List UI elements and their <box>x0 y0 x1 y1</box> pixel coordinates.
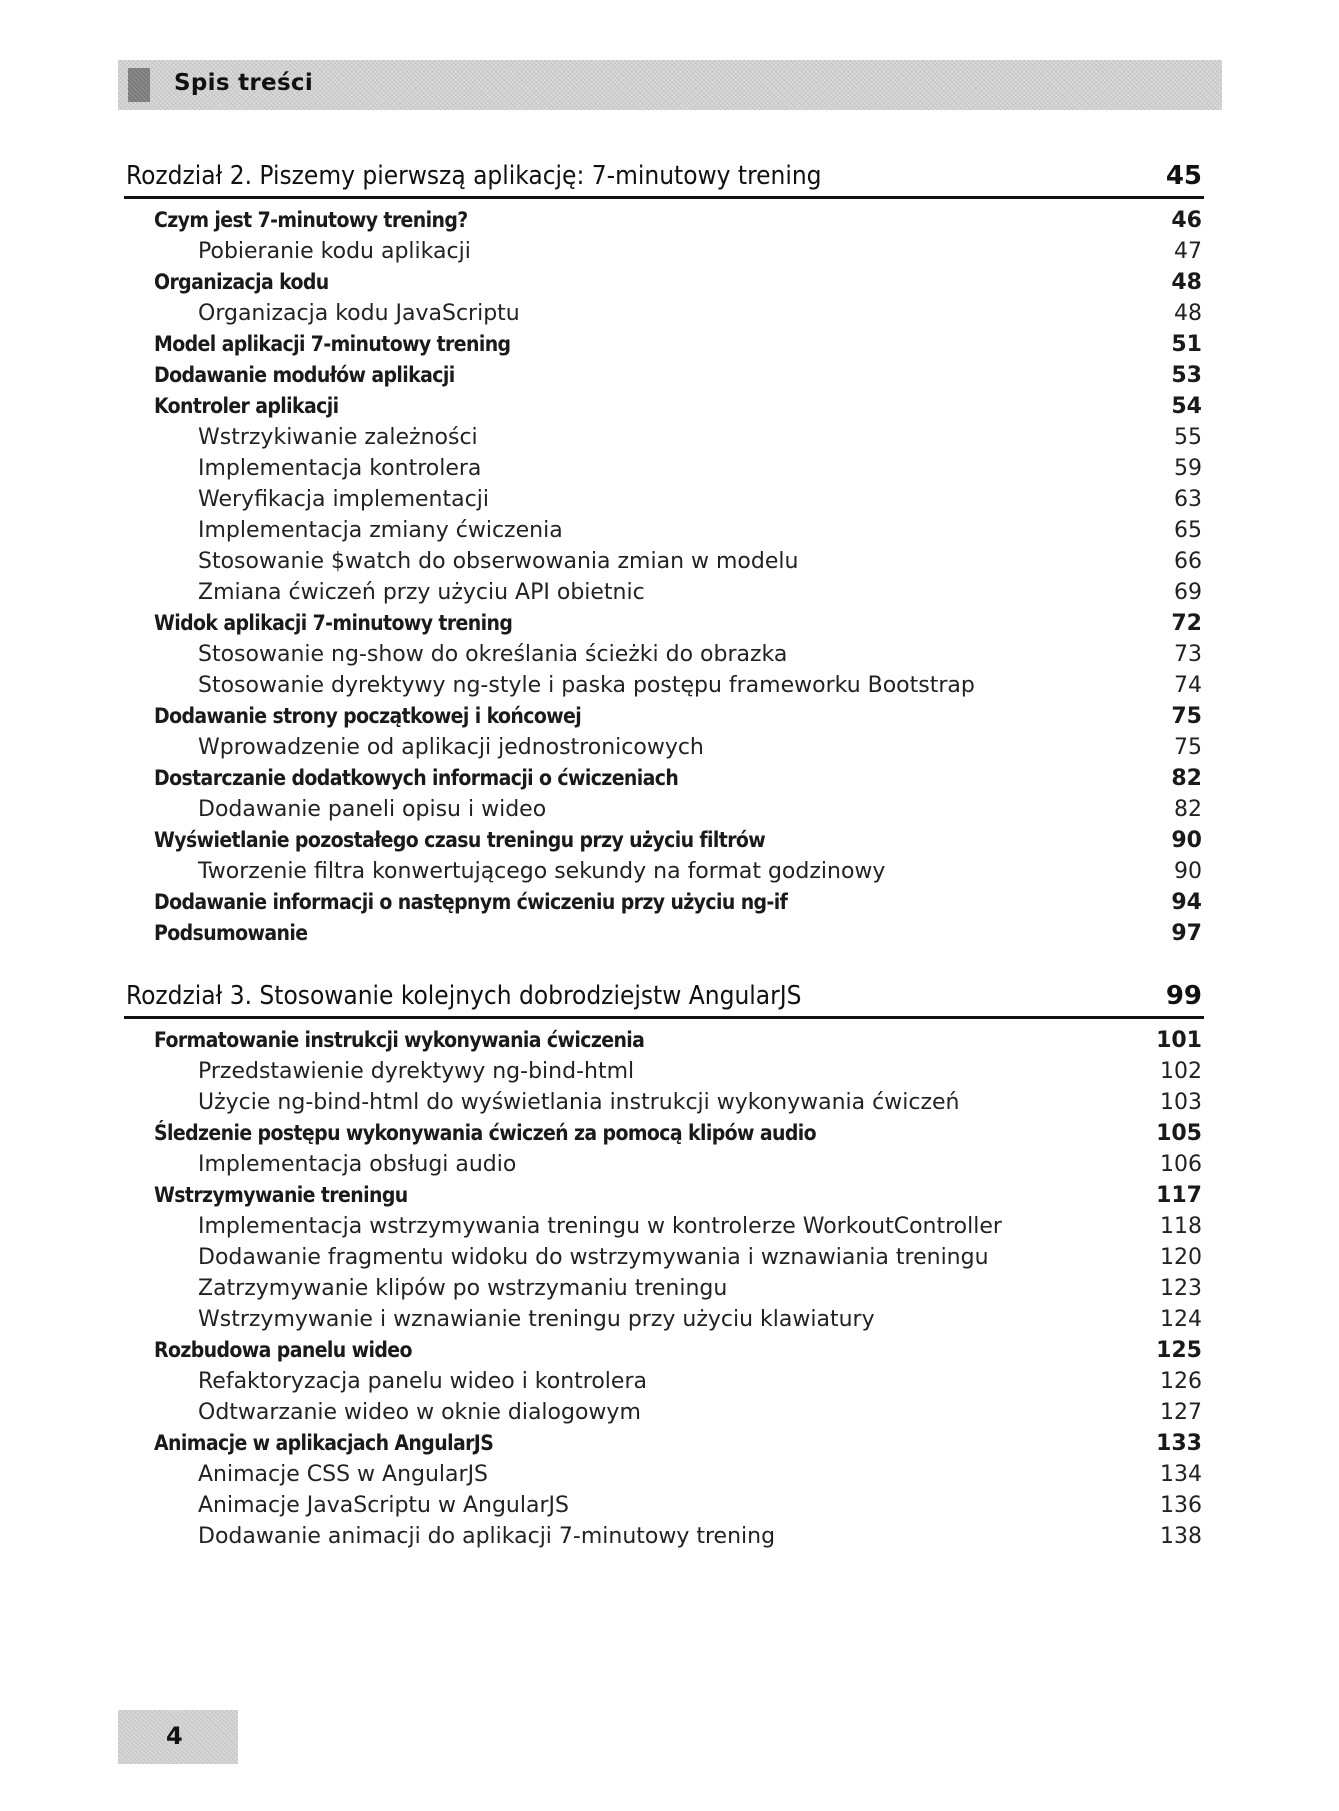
entry-title: Dodawanie animacji do aplikacji 7-minutowy trening <box>198 1524 776 1549</box>
entry-title: Organizacja kodu <box>154 270 329 294</box>
toc-subsection-entry <box>124 1056 1204 1087</box>
entry-page-number: 65 <box>1174 518 1202 543</box>
chapter-heading <box>124 972 1204 1019</box>
entry-page-number: 118 <box>1160 1214 1202 1239</box>
entry-title: Użycie ng-bind-html do wyświetlania instrukcji wykonywania ćwiczeń <box>198 1090 960 1115</box>
entry-title: Czym jest 7-minutowy trening? <box>154 208 468 232</box>
toc-section-entry <box>124 360 1204 391</box>
entry-page-number: 117 <box>1156 1183 1202 1208</box>
entry-title: Stosowanie $watch do obserwowania zmian w modelu <box>198 549 799 574</box>
entry-page-number: 66 <box>1174 549 1202 574</box>
header-marker <box>128 68 150 102</box>
entry-page-number: 73 <box>1174 642 1202 667</box>
toc-subsection-entry <box>124 484 1204 515</box>
entry-page-number: 75 <box>1171 704 1202 729</box>
entry-title: Rozbudowa panelu wideo <box>154 1338 412 1362</box>
entry-page-number: 82 <box>1174 797 1202 822</box>
toc-section-entry <box>124 1025 1204 1056</box>
entry-title: Widok aplikacji 7-minutowy trening <box>154 611 513 635</box>
entry-page-number: 54 <box>1171 394 1202 419</box>
chapter-page-number: 45 <box>1165 161 1202 191</box>
entry-title: Wstrzymywanie i wznawianie treningu przy użyciu klawiatury <box>198 1307 875 1332</box>
toc-section-entry <box>124 918 1204 949</box>
entry-title: Wyświetlanie pozostałego czasu treningu przy użyciu filtrów <box>154 828 766 852</box>
entry-title: Implementacja wstrzymywania treningu w kontrolerze WorkoutController <box>198 1214 1002 1239</box>
chapter-page-number: 99 <box>1165 981 1202 1011</box>
entry-page-number: 105 <box>1156 1121 1202 1146</box>
entry-title: Implementacja zmiany ćwiczenia <box>198 518 563 543</box>
toc-section-entry <box>124 608 1204 639</box>
entry-page-number: 127 <box>1160 1400 1202 1425</box>
entry-title: Animacje w aplikacjach AngularJS <box>154 1431 494 1455</box>
entry-title: Dodawanie informacji o następnym ćwiczeniu przy użyciu ng-if <box>154 890 788 914</box>
toc-section-entry <box>124 887 1204 918</box>
entry-page-number: 55 <box>1174 425 1202 450</box>
entry-page-number: 48 <box>1174 301 1202 326</box>
entry-page-number: 134 <box>1160 1462 1202 1487</box>
entry-title: Dodawanie modułów aplikacji <box>154 363 455 387</box>
toc-subsection-entry <box>124 515 1204 546</box>
entry-title: Zatrzymywanie klipów po wstrzymaniu treningu <box>198 1276 728 1301</box>
entry-title: Weryfikacja implementacji <box>198 487 489 512</box>
chapter-2-section <box>124 152 1204 949</box>
entry-title: Model aplikacji 7-minutowy trening <box>154 332 511 356</box>
chapter-3-section <box>124 972 1204 1552</box>
entry-title: Organizacja kodu JavaScriptu <box>198 301 520 326</box>
entry-page-number: 90 <box>1174 859 1202 884</box>
toc-section-entry <box>124 763 1204 794</box>
page-number: 4 <box>166 1722 183 1750</box>
toc-subsection-entry <box>124 546 1204 577</box>
chapter-title: Rozdział 3. Stosowanie kolejnych dobrodziejstw AngularJS <box>126 981 802 1011</box>
entry-page-number: 63 <box>1174 487 1202 512</box>
toc-subsection-entry <box>124 1397 1204 1428</box>
toc-section-entry <box>124 1118 1204 1149</box>
entry-title: Wstrzymywanie treningu <box>154 1183 408 1207</box>
entry-title: Zmiana ćwiczeń przy użyciu API obietnic <box>198 580 645 605</box>
entry-title: Pobieranie kodu aplikacji <box>198 239 471 264</box>
toc-subsection-entry <box>124 639 1204 670</box>
toc-subsection-entry <box>124 1521 1204 1552</box>
entry-page-number: 51 <box>1171 332 1202 357</box>
entry-title: Dodawanie fragmentu widoku do wstrzymywania i wznawiania treningu <box>198 1245 989 1270</box>
toc-subsection-entry <box>124 794 1204 825</box>
toc-section-entry <box>124 329 1204 360</box>
entry-page-number: 82 <box>1171 766 1202 791</box>
entry-page-number: 124 <box>1160 1307 1202 1332</box>
entry-title: Wprowadzenie od aplikacji jednostronicowych <box>198 735 704 760</box>
entry-title: Stosowanie ng-show do określania ścieżki do obrazka <box>198 642 788 667</box>
toc-subsection-entry <box>124 1304 1204 1335</box>
toc-section-entry <box>124 391 1204 422</box>
toc-subsection-entry <box>124 856 1204 887</box>
entry-title: Dodawanie strony początkowej i końcowej <box>154 704 582 728</box>
toc-subsection-entry <box>124 1211 1204 1242</box>
chapter-title: Rozdział 2. Piszemy pierwszą aplikację: 7-minutowy trening <box>126 161 822 191</box>
entry-title: Animacje CSS w AngularJS <box>198 1462 489 1487</box>
toc-subsection-entry <box>124 577 1204 608</box>
entry-page-number: 94 <box>1171 890 1202 915</box>
entry-title: Odtwarzanie wideo w oknie dialogowym <box>198 1400 641 1425</box>
toc-subsection-entry <box>124 1273 1204 1304</box>
toc-subsection-entry <box>124 670 1204 701</box>
header-title: Spis treści <box>174 70 314 96</box>
entry-title: Tworzenie filtra konwertującego sekundy na format godzinowy <box>198 859 886 884</box>
entry-page-number: 72 <box>1171 611 1202 636</box>
toc-subsection-entry <box>124 1366 1204 1397</box>
toc-subsection-entry <box>124 1490 1204 1521</box>
toc-subsection-entry <box>124 236 1204 267</box>
entry-title: Kontroler aplikacji <box>154 394 339 418</box>
entry-title: Implementacja kontrolera <box>198 456 482 481</box>
toc-subsection-entry <box>124 453 1204 484</box>
toc-section-entry <box>124 701 1204 732</box>
entry-page-number: 90 <box>1171 828 1202 853</box>
entry-title: Refaktoryzacja panelu wideo i kontrolera <box>198 1369 647 1394</box>
chapter-heading <box>124 152 1204 199</box>
entry-title: Formatowanie instrukcji wykonywania ćwiczenia <box>154 1028 645 1052</box>
entry-page-number: 46 <box>1171 208 1202 233</box>
entry-title: Dostarczanie dodatkowych informacji o ćwiczeniach <box>154 766 679 790</box>
toc-section-entry <box>124 205 1204 236</box>
entry-title: Śledzenie postępu wykonywania ćwiczeń za pomocą klipów audio <box>154 1121 817 1145</box>
entry-page-number: 138 <box>1160 1524 1202 1549</box>
entry-page-number: 69 <box>1174 580 1202 605</box>
toc-section-entry <box>124 825 1204 856</box>
entry-page-number: 123 <box>1160 1276 1202 1301</box>
entry-title: Podsumowanie <box>154 921 308 945</box>
toc-section-entry <box>124 1335 1204 1366</box>
toc-subsection-entry <box>124 1459 1204 1490</box>
entry-title: Animacje JavaScriptu w AngularJS <box>198 1493 569 1518</box>
toc-section-entry <box>124 267 1204 298</box>
entry-page-number: 136 <box>1160 1493 1202 1518</box>
entry-page-number: 101 <box>1156 1028 1202 1053</box>
toc-subsection-entry <box>124 1087 1204 1118</box>
toc-entries <box>124 205 1204 949</box>
running-header <box>118 60 1222 110</box>
entry-title: Przedstawienie dyrektywy ng-bind-html <box>198 1059 635 1084</box>
entry-page-number: 125 <box>1156 1338 1202 1363</box>
entry-page-number: 133 <box>1156 1431 1202 1456</box>
toc-subsection-entry <box>124 298 1204 329</box>
entry-title: Dodawanie paneli opisu i wideo <box>198 797 547 822</box>
entry-title: Implementacja obsługi audio <box>198 1152 517 1177</box>
toc-section-entry <box>124 1180 1204 1211</box>
entry-page-number: 48 <box>1171 270 1202 295</box>
entry-page-number: 59 <box>1174 456 1202 481</box>
page-number-tab <box>118 1710 238 1764</box>
toc-subsection-entry <box>124 1149 1204 1180</box>
entry-page-number: 74 <box>1174 673 1202 698</box>
toc-subsection-entry <box>124 1242 1204 1273</box>
entry-page-number: 97 <box>1171 921 1202 946</box>
toc-entries <box>124 1025 1204 1552</box>
entry-title: Stosowanie dyrektywy ng-style i paska postępu frameworku Bootstrap <box>198 673 975 698</box>
entry-page-number: 106 <box>1160 1152 1202 1177</box>
entry-title: Wstrzykiwanie zależności <box>198 425 478 450</box>
entry-page-number: 75 <box>1174 735 1202 760</box>
entry-page-number: 47 <box>1174 239 1202 264</box>
entry-page-number: 120 <box>1160 1245 1202 1270</box>
entry-page-number: 103 <box>1160 1090 1202 1115</box>
toc-section-entry <box>124 1428 1204 1459</box>
toc-subsection-entry <box>124 732 1204 763</box>
entry-page-number: 126 <box>1160 1369 1202 1394</box>
entry-page-number: 102 <box>1160 1059 1202 1084</box>
entry-page-number: 53 <box>1171 363 1202 388</box>
toc-subsection-entry <box>124 422 1204 453</box>
